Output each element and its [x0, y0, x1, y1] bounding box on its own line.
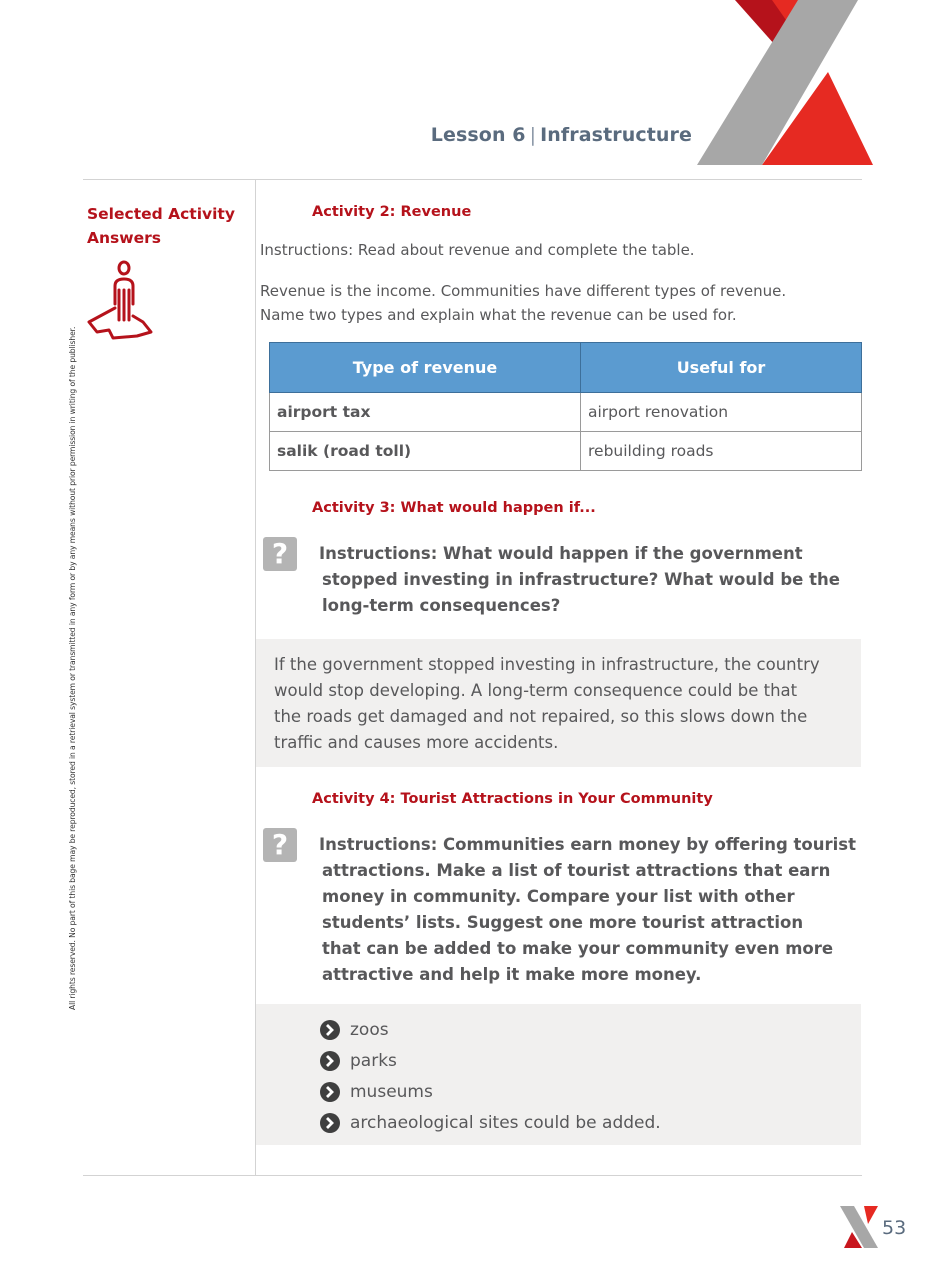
answer-line: would stop developing. A long-term consequence could be that	[274, 681, 798, 700]
question-mark-icon: ?	[263, 828, 297, 862]
tourist-attractions-list	[320, 1014, 661, 1138]
lesson-topic: Infrastructure	[540, 124, 692, 146]
table-cell-type: airport tax	[270, 393, 581, 432]
sidebar-title: Selected Activity Answers	[87, 205, 235, 247]
activity-3-instructions	[319, 541, 840, 619]
logo-red-top-shape	[864, 1206, 878, 1224]
revenue-table	[269, 342, 862, 471]
answer-line: the roads get damaged and not repaired, so this slows down the	[274, 707, 808, 726]
list-item	[320, 1107, 661, 1138]
chevron-right-circle-icon	[320, 1051, 340, 1071]
activity-3-title: Activity 3: What would happen if...	[312, 500, 596, 516]
activity-3-answer	[274, 652, 849, 756]
instruction-line: Instructions: Communities earn money by offering tourist	[319, 835, 857, 854]
lesson-title	[431, 124, 692, 146]
instruction-line: attractive and help it make more money.	[322, 965, 702, 984]
activity-4-instructions	[319, 832, 856, 988]
instruction-line: long-term consequences?	[322, 596, 561, 615]
activity-2-text-line: Name two types and explain what the revenue can be used for.	[260, 306, 737, 324]
page-number: 53	[882, 1217, 907, 1239]
table-cell-useful-for: airport renovation	[581, 393, 862, 432]
chevron-right-circle-icon	[320, 1113, 340, 1133]
activity-4-answer-box	[256, 1004, 861, 1145]
list-item	[320, 1076, 661, 1107]
activity-2-instructions: Instructions: Read about revenue and complete the table.	[260, 241, 695, 259]
table-cell-useful-for: rebuilding roads	[581, 432, 862, 471]
table-cell-type: salik (road toll)	[270, 432, 581, 471]
title-separator: |	[529, 124, 537, 146]
activity-2-title: Activity 2: Revenue	[312, 204, 472, 220]
column-header-useful-for: Useful for	[581, 343, 862, 393]
table-row	[270, 432, 862, 471]
instruction-line: stopped investing in infrastructure? What would be the	[322, 570, 840, 589]
activity-2-text-line: Revenue is the income. Communities have different types of revenue.	[260, 282, 787, 300]
publisher-logo	[690, 0, 880, 170]
column-header-type: Type of revenue	[270, 343, 581, 393]
lesson-label: Lesson 6	[430, 124, 526, 146]
question-mark-icon: ?	[263, 537, 297, 571]
activity-4-title: Activity 4: Tourist Attractions in Your Community	[312, 791, 713, 807]
publisher-logo-small	[838, 1204, 882, 1250]
table-row	[270, 393, 862, 432]
list-item	[320, 1045, 661, 1076]
instruction-line: Instructions: What would happen if the government	[319, 544, 803, 563]
instruction-line: students’ lists. Suggest one more tourist attraction	[322, 913, 804, 932]
instruction-line: that can be added to make your community even more	[322, 939, 834, 958]
top-divider	[83, 179, 862, 180]
activity-3-answer-box	[256, 639, 861, 767]
list-item-text: zoos	[350, 1019, 389, 1040]
activity-2-text	[260, 279, 850, 327]
list-item-text: archaeological sites could be added.	[350, 1112, 661, 1133]
answer-line: traffic and causes more accidents.	[274, 733, 559, 752]
answer-line: If the government stopped investing in infrastructure, the country	[274, 655, 820, 674]
bottom-divider	[83, 1175, 862, 1176]
instruction-line: attractions. Make a list of tourist attractions that earn	[322, 861, 831, 880]
copyright-notice: All rights reserved. No part of this bage may be reproduced, stored in a retrieval system or transmitted in any form or by any means without prior permission in writing of the publisher.	[68, 326, 77, 1010]
table-header-row	[270, 343, 862, 393]
chevron-right-circle-icon	[320, 1020, 340, 1040]
chevron-right-circle-icon	[320, 1082, 340, 1102]
list-item	[320, 1014, 661, 1045]
person-meditating-icon	[85, 260, 153, 342]
list-item-text: museums	[350, 1081, 433, 1102]
list-item-text: parks	[350, 1050, 397, 1071]
instruction-line: money in community. Compare your list with other	[322, 887, 795, 906]
